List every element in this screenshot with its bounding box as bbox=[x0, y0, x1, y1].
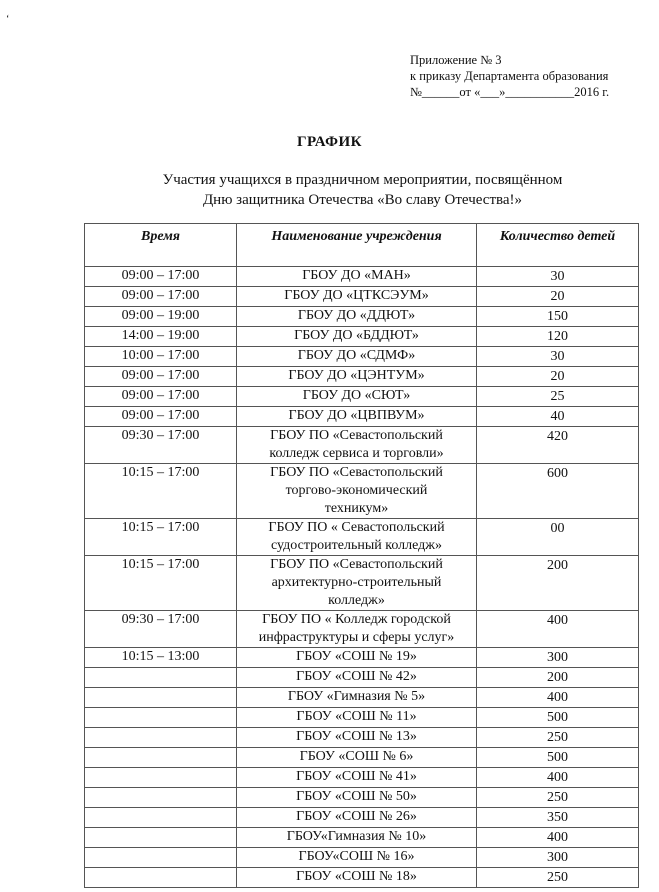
table-row bbox=[85, 519, 639, 556]
institution-cell bbox=[237, 267, 477, 287]
institution-cell bbox=[237, 708, 477, 728]
children-count-cell: 420 bbox=[477, 427, 639, 464]
table-row bbox=[85, 728, 639, 748]
institution-cell bbox=[237, 367, 477, 387]
institution-name-line: колледж сервиса и торговли» bbox=[269, 446, 444, 461]
institution-cell bbox=[237, 668, 477, 688]
institution-name-line: ГБОУ ДО «СДМФ» bbox=[297, 348, 416, 363]
table-row bbox=[85, 611, 639, 648]
time-cell: 09:00 – 17:00 bbox=[85, 387, 237, 407]
table-body bbox=[85, 267, 639, 888]
table-row bbox=[85, 748, 639, 768]
institution-name-line: ГБОУ ДО «ЦЭНТУМ» bbox=[288, 368, 425, 383]
institution-name-line: ГБОУ ДО «БДДЮТ» bbox=[294, 328, 419, 343]
institution-cell bbox=[237, 768, 477, 788]
time-cell bbox=[85, 708, 237, 728]
time-cell bbox=[85, 768, 237, 788]
table-row bbox=[85, 648, 639, 668]
time-cell bbox=[85, 688, 237, 708]
children-count-cell: 250 bbox=[477, 868, 639, 888]
time-cell: 10:15 – 17:00 bbox=[85, 556, 237, 611]
time-cell bbox=[85, 668, 237, 688]
institution-name-line: ГБОУ «СОШ № 11» bbox=[296, 709, 417, 724]
institution-name-line: ГБОУ ПО « Колледж городской bbox=[262, 612, 451, 627]
children-count-cell: 600 bbox=[477, 464, 639, 519]
institution-cell bbox=[237, 387, 477, 407]
table-row bbox=[85, 367, 639, 387]
children-count-cell: 200 bbox=[477, 556, 639, 611]
institution-name-line: ГБОУ ПО «Севастопольский bbox=[270, 465, 443, 480]
time-cell: 09:30 – 17:00 bbox=[85, 611, 237, 648]
institution-name-line: ГБОУ ДО «МАН» bbox=[302, 268, 411, 283]
table-row bbox=[85, 708, 639, 728]
children-count-cell: 30 bbox=[477, 347, 639, 367]
children-count-cell: 400 bbox=[477, 688, 639, 708]
children-count-cell: 20 bbox=[477, 367, 639, 387]
children-count-cell: 250 bbox=[477, 788, 639, 808]
header-children-count: Количество детей bbox=[477, 224, 639, 267]
institution-name-line: ГБОУ «СОШ № 13» bbox=[296, 729, 417, 744]
children-count-cell: 400 bbox=[477, 768, 639, 788]
time-cell: 10:15 – 13:00 bbox=[85, 648, 237, 668]
institution-cell bbox=[237, 556, 477, 611]
time-cell bbox=[85, 788, 237, 808]
table-row bbox=[85, 848, 639, 868]
institution-cell bbox=[237, 407, 477, 427]
institution-name-line: ГБОУ «СОШ № 26» bbox=[296, 809, 417, 824]
institution-name-line: ГБОУ «СОШ № 42» bbox=[296, 669, 417, 684]
institution-cell bbox=[237, 848, 477, 868]
table-row bbox=[85, 688, 639, 708]
children-count-cell: 30 bbox=[477, 267, 639, 287]
institution-name-line: ГБОУ ДО «ДДЮТ» bbox=[297, 308, 416, 323]
time-cell bbox=[85, 728, 237, 748]
children-count-cell: 150 bbox=[477, 307, 639, 327]
children-count-cell: 25 bbox=[477, 387, 639, 407]
institution-cell bbox=[237, 519, 477, 556]
time-cell: 09:30 – 17:00 bbox=[85, 427, 237, 464]
institution-name-line: инфраструктуры и сферы услуг» bbox=[258, 630, 455, 645]
time-cell: 09:00 – 19:00 bbox=[85, 307, 237, 327]
table-row bbox=[85, 287, 639, 307]
table-row bbox=[85, 808, 639, 828]
table-row bbox=[85, 788, 639, 808]
appendix-line-3: №______от «___»___________2016 г. bbox=[410, 85, 610, 99]
table-row bbox=[85, 828, 639, 848]
table-header-row bbox=[85, 224, 639, 267]
children-count-cell: 40 bbox=[477, 407, 639, 427]
table-row bbox=[85, 556, 639, 611]
institution-name-line: ГБОУ «СОШ № 41» bbox=[296, 769, 417, 784]
schedule-table bbox=[84, 223, 639, 888]
institution-cell bbox=[237, 327, 477, 347]
header-time: Время bbox=[85, 224, 237, 267]
document-subtitle bbox=[0, 170, 659, 210]
institution-name-line: ГБОУ ДО «СЮТ» bbox=[302, 388, 411, 403]
institution-name-line: ГБОУ «СОШ № 6» bbox=[299, 749, 414, 764]
time-cell: 10:15 – 17:00 bbox=[85, 464, 237, 519]
document-title: ГРАФИК bbox=[296, 134, 363, 150]
institution-name-line: ГБОУ ДО «ЦВПВУМ» bbox=[288, 408, 425, 423]
children-count-cell: 120 bbox=[477, 327, 639, 347]
institution-name-line: колледж» bbox=[328, 593, 385, 608]
scan-mark: ‘ bbox=[6, 14, 10, 25]
institution-cell bbox=[237, 748, 477, 768]
table-row bbox=[85, 464, 639, 519]
institution-name-line: ГБОУ«Гимназия № 10» bbox=[286, 829, 427, 844]
children-count-cell: 400 bbox=[477, 828, 639, 848]
institution-name-line: архитектурно-строительный bbox=[271, 575, 442, 590]
institution-name-line: ГБОУ ПО «Севастопольский bbox=[270, 557, 443, 572]
children-count-cell: 300 bbox=[477, 648, 639, 668]
time-cell: 09:00 – 17:00 bbox=[85, 407, 237, 427]
institution-name-line: техникум» bbox=[324, 501, 389, 516]
table-row bbox=[85, 307, 639, 327]
institution-name-line: торгово-экономический bbox=[285, 483, 428, 498]
institution-name-line: ГБОУ «СОШ № 50» bbox=[296, 789, 417, 804]
appendix-line-2: к приказу Департамента образования bbox=[410, 69, 609, 83]
institution-cell bbox=[237, 648, 477, 668]
institution-cell bbox=[237, 688, 477, 708]
institution-name-line: ГБОУ ПО « Севастопольский bbox=[268, 520, 445, 535]
time-cell: 09:00 – 17:00 bbox=[85, 367, 237, 387]
institution-cell bbox=[237, 868, 477, 888]
time-cell: 09:00 – 17:00 bbox=[85, 267, 237, 287]
children-count-cell: 500 bbox=[477, 748, 639, 768]
table-row bbox=[85, 668, 639, 688]
table-row bbox=[85, 768, 639, 788]
appendix-note bbox=[410, 52, 609, 100]
children-count-cell: 20 bbox=[477, 287, 639, 307]
header-institution: Наименование учреждения bbox=[237, 224, 477, 267]
institution-name-line: ГБОУ «Гимназия № 5» bbox=[287, 689, 426, 704]
time-cell: 10:15 – 17:00 bbox=[85, 519, 237, 556]
children-count-cell: 00 bbox=[477, 519, 639, 556]
institution-name-line: ГБОУ «СОШ № 19» bbox=[296, 649, 417, 664]
subtitle-line-1: Участия учащихся в праздничном мероприятии, посвящённом bbox=[162, 172, 563, 188]
table-row bbox=[85, 387, 639, 407]
time-cell bbox=[85, 828, 237, 848]
time-cell bbox=[85, 808, 237, 828]
institution-name-line: ГБОУ ПО «Севастопольский bbox=[270, 428, 443, 443]
institution-cell bbox=[237, 464, 477, 519]
table-row bbox=[85, 347, 639, 367]
institution-cell bbox=[237, 808, 477, 828]
appendix-line-1: Приложение № 3 bbox=[410, 53, 502, 67]
time-cell: 09:00 – 17:00 bbox=[85, 287, 237, 307]
subtitle-line-2: Дню защитника Отечества «Во славу Отечества!» bbox=[202, 192, 523, 208]
table-row bbox=[85, 868, 639, 888]
institution-name-line: ГБОУ ДО «ЦТКСЭУМ» bbox=[284, 288, 429, 303]
time-cell: 14:00 – 19:00 bbox=[85, 327, 237, 347]
time-cell bbox=[85, 848, 237, 868]
children-count-cell: 400 bbox=[477, 611, 639, 648]
institution-cell bbox=[237, 828, 477, 848]
children-count-cell: 500 bbox=[477, 708, 639, 728]
time-cell: 10:00 – 17:00 bbox=[85, 347, 237, 367]
institution-name-line: судостроительный колледж» bbox=[271, 538, 442, 553]
children-count-cell: 250 bbox=[477, 728, 639, 748]
institution-cell bbox=[237, 611, 477, 648]
table-row bbox=[85, 267, 639, 287]
children-count-cell: 200 bbox=[477, 668, 639, 688]
children-count-cell: 350 bbox=[477, 808, 639, 828]
institution-cell bbox=[237, 347, 477, 367]
time-cell bbox=[85, 748, 237, 768]
institution-name-line: ГБОУ«СОШ № 16» bbox=[298, 849, 415, 864]
institution-cell bbox=[237, 427, 477, 464]
children-count-cell: 300 bbox=[477, 848, 639, 868]
time-cell bbox=[85, 868, 237, 888]
institution-name-line: ГБОУ «СОШ № 18» bbox=[296, 869, 417, 884]
table-row bbox=[85, 427, 639, 464]
institution-cell bbox=[237, 728, 477, 748]
table-row bbox=[85, 407, 639, 427]
institution-cell bbox=[237, 788, 477, 808]
table-row bbox=[85, 327, 639, 347]
institution-cell bbox=[237, 287, 477, 307]
institution-cell bbox=[237, 307, 477, 327]
